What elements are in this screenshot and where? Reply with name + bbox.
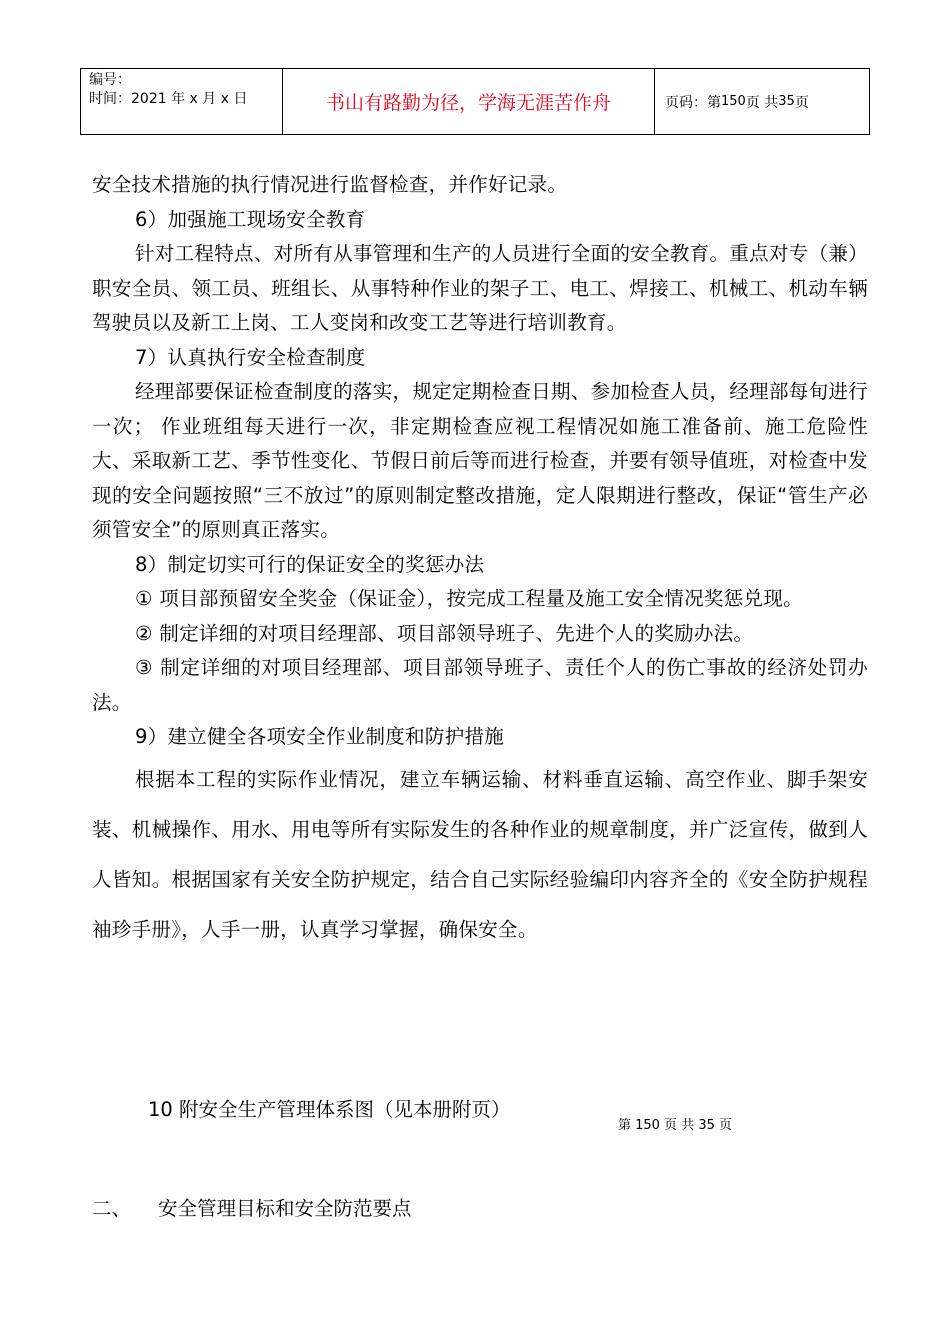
paragraph-inspection-system: 经理部要保证检查制度的落实，规定定期检查日期、参加检查人员，经理部每旬进行一次； 作业班组每天进行一次，非定期检查应视工程情况如施工准备前、施工危险性大、采取新工艺、季节性变化、节假日前后等而进行检查，并要有领导值班，对检查中发现的安全问题按照“三不放过”的原则制定整改措施，定人限期进行整改，保证“管生产必须管安全”的原则真正落实。: [92, 380, 868, 541]
document-header: [80, 68, 870, 135]
heading-item-6: 6）加强施工现场安全教育: [135, 207, 366, 231]
date-label: 时间：2021 年 x 月 x 日: [89, 91, 248, 107]
body-content: [92, 168, 868, 955]
section-title-text: 安全管理目标和安全防范要点: [158, 1197, 412, 1220]
heading-item-9: 9）建立健全各项安全作业制度和防护措施: [135, 725, 505, 748]
header-page-cell: [655, 69, 869, 134]
header-motto-cell: [283, 69, 655, 134]
list-item-reward-fund: ① 项目部预留安全奖金（保证金），按完成工程量及施工安全情况奖惩兑现。: [135, 587, 803, 610]
page-mid: 页 共: [745, 94, 779, 111]
paragraph-work-regulations: 根据本工程的实际作业情况，建立车辆运输、材料垂直运输、高空作业、脚手架安装、机械操作、用水、用电等所有实际发生的各种作业的规章制度，并广泛宣传，做到人人皆知。根据国家有关安全防护规定，结合自己实际经验编印内容齐全的《安全防护规程袖珍手册》，人手一册，认真学习掌握，确保安全。: [92, 767, 868, 941]
footer-prefix: 第: [618, 1118, 636, 1133]
footer-page-current: 150: [635, 1118, 660, 1133]
section-heading: [92, 1193, 412, 1221]
appendix-line: 10 附安全生产管理体系图（见本册附页）: [148, 1098, 511, 1121]
heading-item-7: 7）认真执行安全检查制度: [135, 345, 366, 369]
page-current: 150: [721, 94, 746, 109]
list-item-reward-method: ② 制定详细的对项目经理部、项目部领导班子、先进个人的奖励办法。: [135, 621, 754, 645]
header-meta-cell: [81, 69, 283, 134]
serial-number-label: 编号：: [89, 72, 131, 88]
page-footer: [618, 1114, 732, 1133]
heading-item-8: 8）制定切实可行的保证安全的奖惩办法: [135, 552, 485, 576]
footer-suffix: 页: [714, 1118, 733, 1133]
footer-mid: 页 共: [659, 1118, 699, 1133]
motto-text: 书山有路勤为径，学海无涯苦作舟: [325, 92, 611, 114]
section-number: 二、: [92, 1197, 132, 1220]
list-item-penalty-method: ③ 制定详细的对项目经理部、项目部领导班子、责任个人的伤亡事故的经济处罚办法。: [92, 656, 868, 714]
page-total: 35: [778, 94, 795, 109]
page-prefix: 页码：第: [665, 94, 721, 111]
paragraph-safety-education: 针对工程特点、对所有从事管理和生产的人员进行全面的安全教育。重点对专（兼）职安全员、领工员、班组长、从事特种作业的架子工、电工、焊接工、机械工、机动车辆驾驶员以及新工上岗、工人变岗和改变工艺等进行培训教育。: [92, 242, 868, 334]
paragraph-continuation: 安全技术措施的执行情况进行监督检查，并作好记录。: [92, 173, 568, 196]
footer-page-total: 35: [698, 1118, 715, 1133]
page-suffix: 页: [794, 94, 809, 111]
